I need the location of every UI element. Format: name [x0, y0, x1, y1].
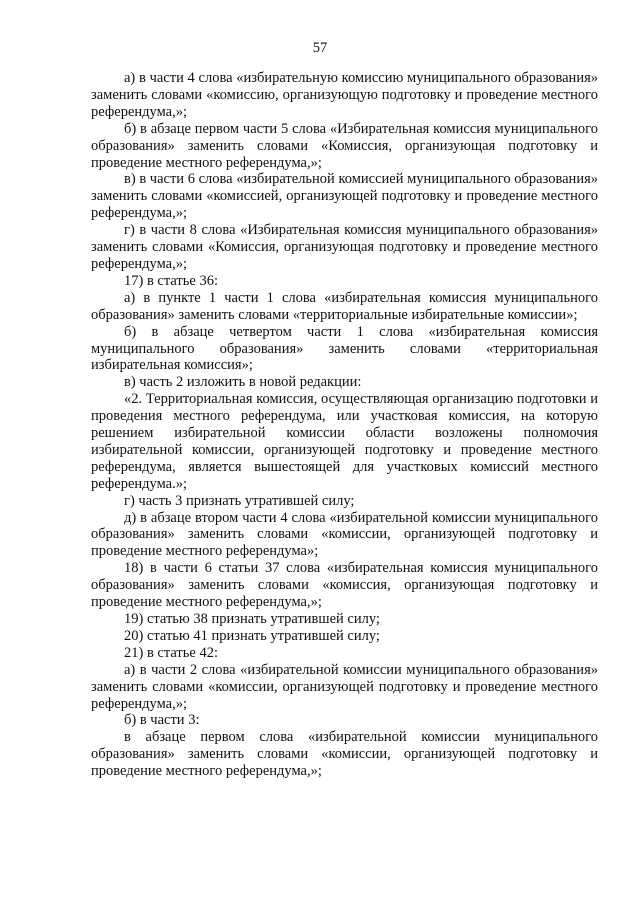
paragraph-5b: б) в абзаце первом части 5 слова «Избирательная комиссия муниципального образования» заменить словами «Комиссия, организующая подготовку и проведение местного референдума,»; [91, 120, 598, 171]
paragraph-17b: б) в абзаце четвертом части 1 слова «избирательная комиссия муниципального образования» заменить словами «территориальная избирательная комиссия»; [91, 323, 598, 374]
document-body [91, 70, 598, 780]
paragraph-6v: в) в части 6 слова «избирательной комиссией муниципального образования» заменить словами «комиссией, организующей подготовку и проведение местного референдума,»; [91, 171, 598, 222]
paragraph-21b-first-abzac: в абзаце первом слова «избирательной комиссии муниципального образования» заменить словами «комиссии, организующей подготовку и проведение местного референдума,»; [91, 729, 598, 780]
paragraph-item-20: 20) статью 41 признать утратившей силу; [124, 627, 380, 644]
paragraph-item-17: 17) в статье 36: [124, 272, 218, 289]
page-number: 57 [312, 40, 328, 56]
paragraph-17v: в) часть 2 изложить в новой редакции: [124, 374, 362, 391]
paragraph-21a: а) в части 2 слова «избирательной комиссии муниципального образования» заменить словами «комиссии, организующей подготовку и проведение местного референдума,»; [91, 661, 598, 712]
paragraph-item-18: 18) в части 6 статьи 37 слова «избирательная комиссия муниципального образования» заменить словами «комиссия, организующая подготовку и проведение местного референдума,»; [91, 560, 598, 611]
paragraph-8g: г) в части 8 слова «Избирательная комиссия муниципального образования» заменить словами «Комиссия, организующая подготовку и проведение местного референдума,»; [91, 222, 598, 272]
paragraph-17d: д) в абзаце втором части 4 слова «избирательной комиссии муниципального образования» заменить словами «комиссии, организующей подготовку и проведение местного референдума»; [91, 509, 598, 560]
paragraph-item-19: 19) статью 38 признать утратившей силу; [124, 611, 380, 627]
paragraph-4a: а) в части 4 слова «избирательную комиссию муниципального образования» заменить словами «комиссию, организующую подготовку и проведение местного референдума,»; [91, 70, 598, 120]
paragraph-new-part-2: «2. Территориальная комиссия, осуществляющая организацию подготовки и проведения местного референдума, или участковая комиссия, на которую решением избирательной комиссии области возложены полномочия избирательной комиссии, организующей подготовку и проведение местного референдума, является вышестоящей для участковых комиссий местного референдума.»; [91, 391, 598, 492]
paragraph-17g: г) часть 3 признать утратившей силу; [124, 492, 355, 509]
paragraph-21b: б) в части 3: [124, 712, 200, 729]
paragraph-17a: а) в пункте 1 части 1 слова «избирательная комиссия муниципального образования» заменить словами «территориальные избирательные комиссии»; [91, 289, 598, 323]
paragraph-item-21: 21) в статье 42: [124, 644, 218, 661]
